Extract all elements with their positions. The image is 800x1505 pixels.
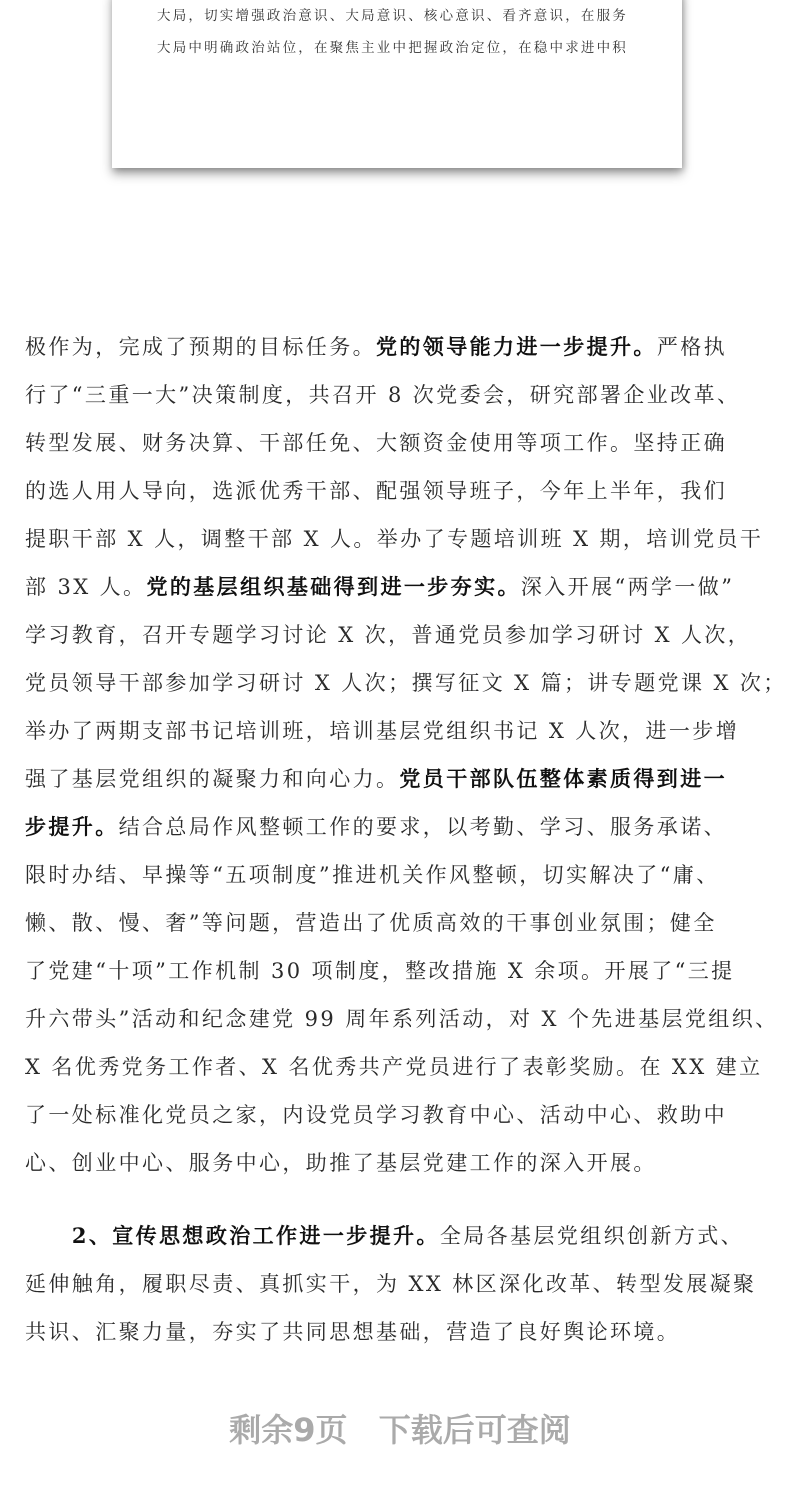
text-segment: 提职干部 X 人，调整干部 X 人。举办了专题培训班 X 期，培训党员干 [25, 527, 764, 551]
text-segment: 全局各基层党组织创新方式、 [439, 1224, 745, 1248]
text-line [25, 1101, 727, 1129]
text-line [25, 429, 727, 457]
download-to-view: 下载后可查阅 [378, 1411, 571, 1449]
text-line [25, 669, 787, 697]
bold-heading-text: 步提升。 [25, 814, 119, 839]
text-line [25, 525, 763, 553]
text-segment: 深入开展“两学一做” [520, 575, 735, 599]
text-segment: 学习教育，召开专题学习讨论 X 次，普通党员参加学习研讨 X 人次， [25, 623, 752, 647]
page-preview-card [112, 0, 682, 168]
text-segment [25, 1224, 72, 1248]
text-segment: 行了“三重一大”决策制度，共召开 8 次党委会，研究部署企业改革、 [25, 383, 741, 407]
text-line [25, 717, 739, 745]
text-segment: 懒、散、慢、奢”等问题，营造出了优质高效的干事创业氛围；健全 [25, 911, 717, 935]
bold-heading-text: 2、宣传思想政治工作进一步提升。 [71, 1223, 440, 1248]
download-prompt[interactable] [0, 1405, 800, 1451]
text-segment: 党员领导干部参加学习研讨 X 人次；撰写征文 X 篇；讲专题党课 X 次； [25, 671, 787, 695]
text-line [25, 1005, 779, 1033]
text-segment: 转型发展、财务决算、干部任免、大额资金使用等项工作。坚持正确 [25, 431, 727, 455]
card-line: 大局，切实增强政治意识、大局意识、核心意识、看齐意识，在服务 [157, 8, 628, 24]
text-line [25, 861, 720, 889]
card-line: 大局中明确政治站位，在聚焦主业中把握政治定位，在稳中求进中积 [157, 40, 628, 56]
text-segment: X 名优秀党务工作者、X 名优秀共产党员进行了表彰奖励。在 XX 建立 [25, 1055, 763, 1079]
text-segment: 结合总局作风整顿工作的要求，以考勤、学习、服务承诺、 [118, 815, 728, 839]
text-line [25, 381, 740, 409]
text-line [25, 765, 727, 793]
bold-heading-text: 党的基层组织基础得到进一步夯实。 [146, 574, 521, 599]
text-line [25, 909, 717, 937]
text-line [25, 957, 735, 985]
text-segment: 强了基层党组织的凝聚力和向心力。 [25, 767, 400, 791]
text-line [25, 1149, 657, 1177]
text-line [25, 477, 727, 505]
text-line [25, 621, 751, 649]
text-segment: 了党建“十项”工作机制 30 项制度，整改措施 X 余项。开展了“三提 [25, 959, 735, 983]
text-line [25, 1270, 756, 1298]
text-line [25, 1053, 763, 1081]
text-segment: 限时办结、早操等“五项制度”推进机关作风整顿，切实解决了“庸、 [25, 863, 720, 887]
text-segment: 的选人用人导向，选派优秀干部、配强领导班子，今年上半年，我们 [25, 479, 727, 503]
text-segment: 部 3X 人。 [25, 575, 147, 599]
bold-heading-text: 党的领导能力进一步提升。 [376, 334, 657, 359]
remaining-pages: 剩余9页 [229, 1411, 348, 1449]
text-segment: 极作为，完成了预期的目标任务。 [25, 335, 376, 359]
bold-heading-text: 党员干部队伍整体素质得到进一 [399, 766, 728, 791]
text-segment: 延伸触角，履职尽责、真抓实干，为 XX 林区深化改革、转型发展凝聚 [25, 1272, 757, 1296]
text-segment: 升六带头”活动和纪念建党 99 周年系列活动，对 X 个先进基层党组织、 [25, 1007, 779, 1031]
text-segment: 心、创业中心、服务中心，助推了基层党建工作的深入开展。 [25, 1151, 657, 1175]
text-line [25, 333, 727, 361]
text-segment: 共识、汇聚力量，夯实了共同思想基础，营造了良好舆论环境。 [25, 1320, 681, 1344]
text-line [25, 1222, 744, 1250]
text-line [25, 813, 727, 841]
text-segment: 严格执 [656, 335, 728, 359]
text-segment: 举办了两期支部书记培训班，培训基层党组织书记 X 人次，进一步增 [25, 719, 740, 743]
text-line [25, 573, 734, 601]
text-segment: 了一处标准化党员之家，内设党员学习教育中心、活动中心、救助中 [25, 1103, 727, 1127]
text-line [25, 1318, 680, 1346]
